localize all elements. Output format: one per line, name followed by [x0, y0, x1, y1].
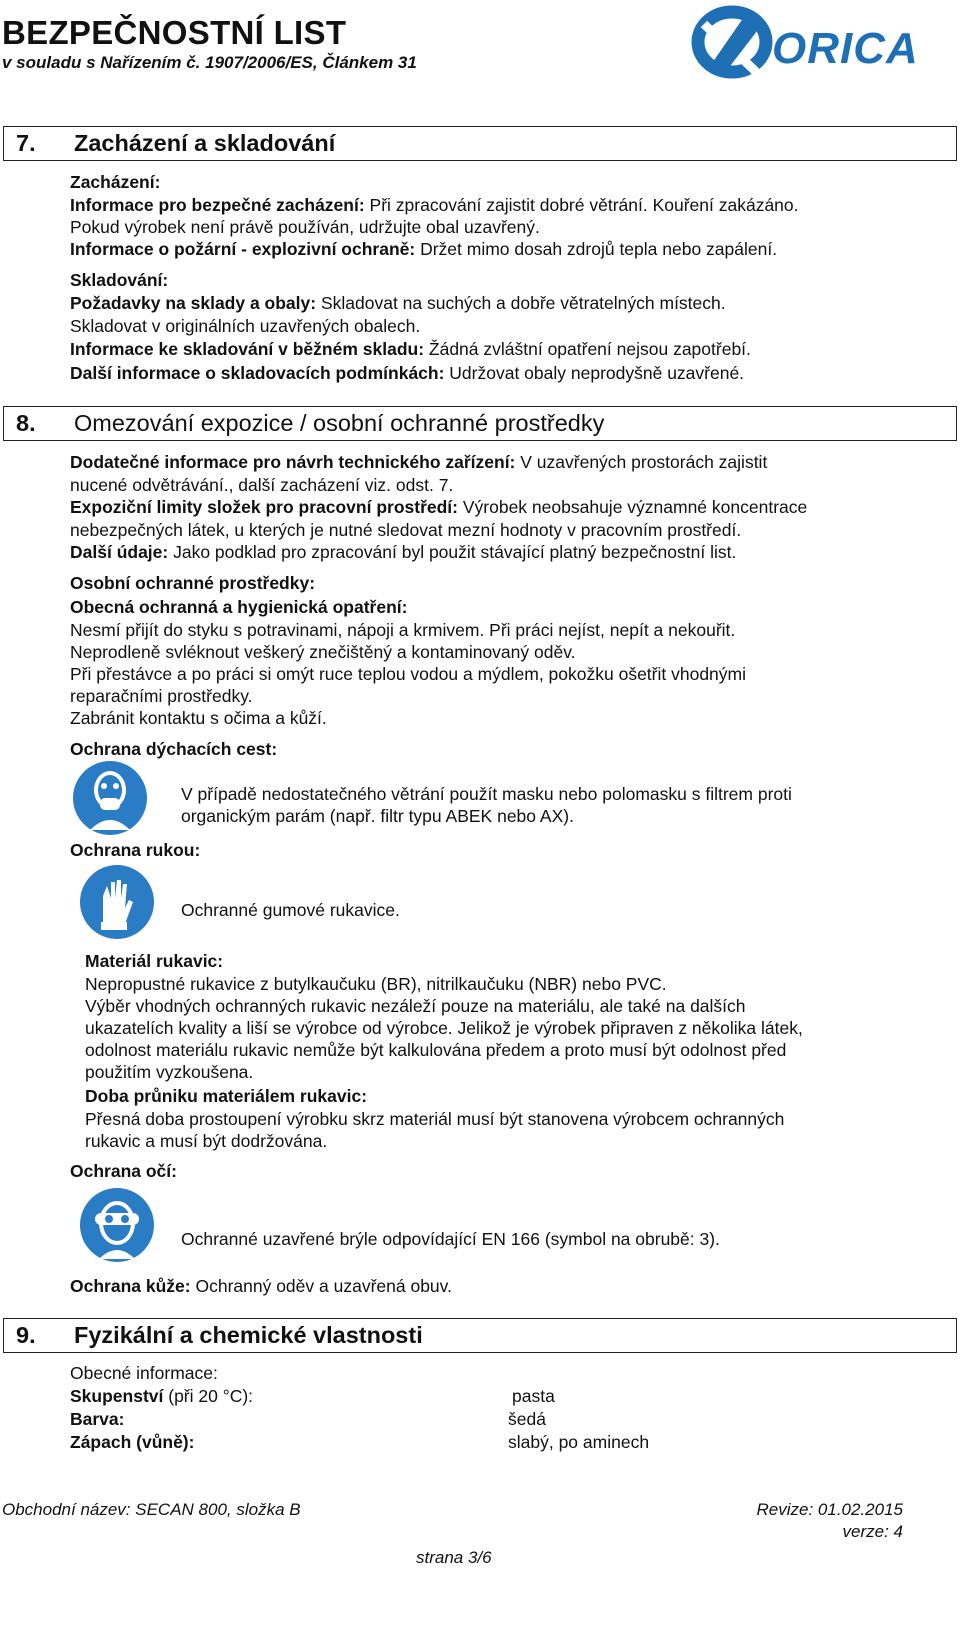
section-title: Fyzikální a chemické vlastnosti — [74, 1322, 423, 1348]
section-title: Zacházení a skladování — [74, 130, 336, 156]
safe-handling-line-2: Pokud výrobek není právě používán, udržujte obal uzavřený. — [70, 217, 540, 237]
footer-revision: Revize: 01.02.2015 — [756, 1500, 903, 1519]
general-info-label: Obecné informace: — [70, 1363, 218, 1383]
exposure-limits-line — [70, 496, 807, 519]
tech-info-line — [70, 451, 767, 474]
state-label-suffix: (při 20 °C): — [163, 1386, 254, 1406]
hand-protection-label: Ochrana rukou: — [70, 840, 201, 860]
odour-value: slabý, po aminech — [508, 1432, 650, 1452]
penetration-line: rukavic a musí být dodržována. — [85, 1131, 328, 1151]
common-storage-line — [70, 338, 751, 361]
exposure-limits-label: Expoziční limity složek pro pracovní prostředí: — [70, 497, 458, 517]
exposure-limits-text: Výrobek neobsahuje významné koncentrace — [458, 497, 808, 517]
skin-protection-line — [70, 1275, 452, 1298]
skin-protection-text: Ochranný oděv a uzavřená obuv. — [190, 1276, 452, 1296]
safe-handling-text: Při zpracování zajistit dobré větrání. Kouření zakázáno. — [364, 195, 799, 215]
goggles-mandatory-icon — [79, 1187, 155, 1263]
further-storage-line — [70, 362, 744, 385]
hygiene-label: Obecná ochranná a hygienická opatření: — [70, 597, 408, 617]
penetration-label: Doba průniku materiálem rukavic: — [85, 1086, 368, 1106]
storage-req-line-2: Skladovat v originálních uzavřených obalech. — [70, 316, 421, 336]
orica-logo — [684, 4, 954, 86]
color-value: šedá — [508, 1409, 546, 1429]
color-label: Barva: — [70, 1409, 125, 1429]
hygiene-line: reparačními prostředky. — [70, 686, 253, 706]
common-storage-label: Informace ke skladování v běžném skladu: — [70, 339, 425, 359]
ppe-label: Osobní ochranné prostředky: — [70, 573, 316, 593]
orica-logo-text: ORICA — [772, 24, 919, 73]
eye-protection-label: Ochrana očí: — [70, 1161, 177, 1181]
tech-info-text: V uzavřených prostorách zajistit — [515, 452, 768, 472]
tech-info-label: Dodatečné informace pro návrh technického zařízení: — [70, 452, 516, 472]
section-7-heading — [3, 126, 957, 161]
regulation-subtitle: v souladu s Nařízením č. 1907/2006/ES, Článkem 31 — [2, 53, 417, 72]
tech-info-line-2: nucené odvětrávání., další zacházení viz. odst. 7. — [70, 475, 454, 495]
respiratory-text-2: organickým parám (např. filtr typu ABEK nebo AX). — [181, 806, 574, 826]
odour-label: Zápach (vůně): — [70, 1432, 195, 1452]
section-number: 7. — [16, 130, 36, 156]
glove-line: odolnost materiálu rukavic nemůže být kalkulována předem a proto musí být odolnost před — [85, 1040, 787, 1060]
glove-line: Výběr vhodných ochranných rukavic nezáleží pouze na materiálu, ale také na dalších — [85, 996, 746, 1016]
skin-protection-label: Ochrana kůže: — [70, 1276, 191, 1296]
respirator-mandatory-icon — [72, 760, 148, 836]
fire-protection-text: Držet mimo dosah zdrojů tepla nebo zapálení. — [415, 239, 778, 259]
section-9-heading — [3, 1318, 957, 1353]
handling-label: Zacházení: — [70, 172, 161, 192]
more-info-text: Jako podklad pro zpracování byl použit stávající platný bezpečnostní list. — [168, 542, 737, 562]
more-info-line — [70, 541, 736, 564]
footer-product: Obchodní název: SECAN 800, složka B — [2, 1500, 301, 1519]
gloves-mandatory-icon — [79, 864, 155, 940]
state-label — [70, 1385, 253, 1408]
eye-protection-text: Ochranné uzavřené brýle odpovídající EN 166 (symbol na obrubě: 3). — [181, 1229, 720, 1249]
glove-line: použitím vyzkoušena. — [85, 1062, 254, 1082]
respiratory-label: Ochrana dýchacích cest: — [70, 739, 278, 759]
further-storage-label: Další informace o skladovacích podmínkách: — [70, 363, 445, 383]
fire-protection-line — [70, 238, 777, 261]
state-value: pasta — [512, 1386, 555, 1406]
glove-line: ukazatelích kvality a liší se výrobce od výrobce. Jelikož je výrobek připraven z několika látek, — [85, 1018, 803, 1038]
storage-label: Skladování: — [70, 270, 169, 290]
document-title: BEZPEČNOSTNÍ LIST — [2, 14, 347, 51]
hygiene-line: Zabránit kontaktu s očima a kůží. — [70, 708, 327, 728]
penetration-line: Přesná doba prostoupení výrobku skrz materiál musí být stanovena výrobcem ochranných — [85, 1109, 785, 1129]
hygiene-line: Nesmí přijít do styku s potravinami, nápoji a krmivem. Při práci nejíst, nepít a nekouřit. — [70, 620, 736, 640]
respiratory-text: V případě nedostatečného větrání použít masku nebo polomasku s filtrem proti — [181, 784, 792, 804]
fire-protection-label: Informace o požární - explozivní ochraně: — [70, 239, 416, 259]
hygiene-line: Neprodleně svléknout veškerý znečištěný a kontaminovaný oděv. — [70, 642, 576, 662]
state-label-bold: Skupenství — [70, 1386, 164, 1406]
storage-req-label: Požadavky na sklady a obaly: — [70, 293, 317, 313]
section-number: 8. — [16, 410, 36, 436]
hygiene-line: Při přestávce a po práci si omýt ruce teplou vodou a mýdlem, pokožku ošetřit vhodnými — [70, 664, 747, 684]
exposure-limits-line-2: nebezpečných látek, u kterých je nutné sledovat mezní hodnoty v pracovním prostředí. — [70, 520, 742, 540]
storage-req-text: Skladovat na suchých a dobře větratelných místech. — [316, 293, 726, 313]
common-storage-text: Žádná zvláštní opatření nejsou zapotřebí. — [424, 339, 751, 359]
storage-req-line — [70, 292, 726, 315]
footer-page: strana 3/6 — [416, 1548, 492, 1567]
section-8-heading — [3, 406, 957, 441]
further-storage-text: Udržovat obaly neprodyšně uzavřené. — [444, 363, 745, 383]
glove-material-label: Materiál rukavic: — [85, 951, 224, 971]
section-title: Omezování expozice / osobní ochranné prostředky — [74, 410, 605, 436]
safe-handling-label: Informace pro bezpečné zacházení: — [70, 195, 365, 215]
section-number: 9. — [16, 1322, 36, 1348]
more-info-label: Další údaje: — [70, 542, 169, 562]
hand-protection-text: Ochranné gumové rukavice. — [181, 900, 400, 920]
footer-version: verze: 4 — [842, 1522, 903, 1541]
safe-handling-line — [70, 194, 799, 217]
glove-line: Nepropustné rukavice z butylkaučuku (BR), nitrilkaučuku (NBR) nebo PVC. — [85, 974, 667, 994]
